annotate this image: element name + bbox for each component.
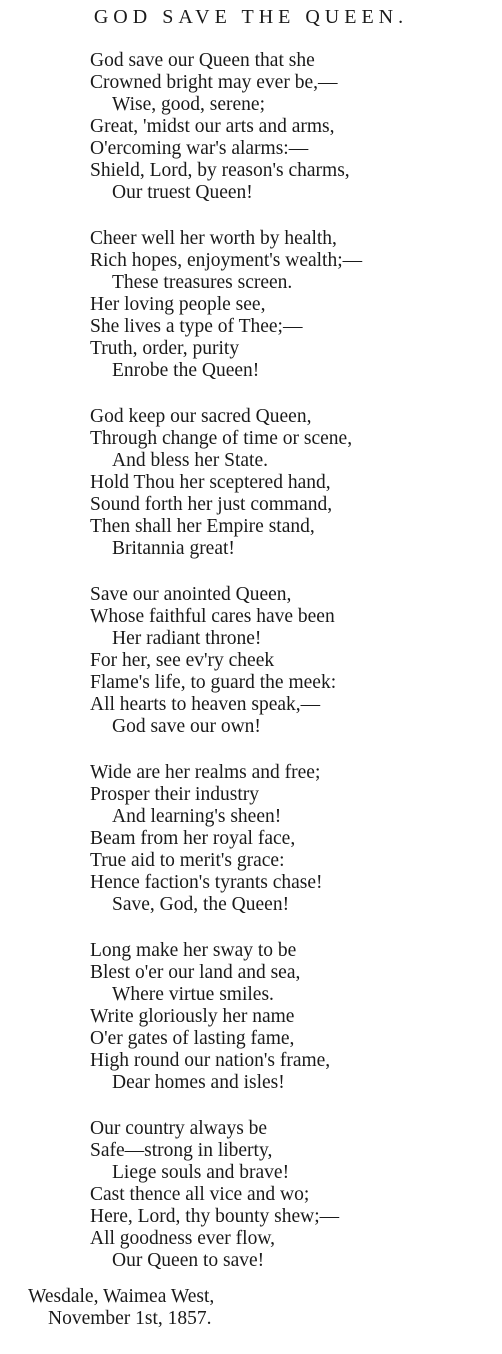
poem-line: Shield, Lord, by reason's charms,: [90, 160, 350, 181]
poem-line: Safe—strong in liberty,: [90, 1140, 273, 1161]
poem-line: Here, Lord, thy bounty shew;—: [90, 1206, 340, 1227]
stanza-3: [90, 406, 495, 560]
stanza-2: [90, 228, 495, 382]
poem-line: Enrobe the Queen!: [112, 360, 260, 381]
poem-line: Her loving people see,: [90, 294, 266, 315]
poem-line: Crowned bright may ever be,—: [90, 72, 338, 93]
poem-line: Cast thence all vice and wo;: [90, 1184, 310, 1205]
poem-line: God save our own!: [112, 716, 261, 737]
poem-line: Then shall her Empire stand,: [90, 516, 315, 537]
stanza-1: [90, 50, 495, 204]
poem-line: Beam from her royal face,: [90, 828, 296, 849]
poem-line: God keep our sacred Queen,: [90, 406, 312, 427]
poem-line: Hence faction's tyrants chase!: [90, 872, 323, 893]
poem-line: All hearts to heaven speak,—: [90, 694, 321, 715]
signoff-date: November 1st, 1857.: [48, 1308, 212, 1329]
poem-line: Through change of time or scene,: [90, 428, 353, 449]
poem-line: Rich hopes, enjoyment's wealth;—: [90, 250, 363, 271]
poem-line: True aid to merit's grace:: [90, 850, 285, 871]
poem-line: Write gloriously her name: [90, 1006, 295, 1027]
stanza-7: [90, 1118, 495, 1272]
poem-line: Dear homes and isles!: [112, 1072, 285, 1093]
poem-line: She lives a type of Thee;—: [90, 316, 303, 337]
poem-line: Long make her sway to be: [90, 940, 297, 961]
signoff: [28, 1286, 498, 1330]
poem-line: Where virtue smiles.: [112, 984, 274, 1005]
poem-line: And learning's sheen!: [112, 806, 282, 827]
poem-line: Her radiant throne!: [112, 628, 262, 649]
poem-line: God save our Queen that she: [90, 50, 315, 71]
poem-line: High round our nation's frame,: [90, 1050, 331, 1071]
poem-line: Sound forth her just command,: [90, 494, 333, 515]
poem-line: Save, God, the Queen!: [112, 894, 290, 915]
poem-line: Our Queen to save!: [112, 1250, 265, 1271]
stanza-6: [90, 940, 495, 1094]
poem-line: Cheer well her worth by health,: [90, 228, 337, 249]
poem-line: And bless her State.: [112, 450, 268, 471]
poem-line: Our truest Queen!: [112, 182, 253, 203]
stanza-4: [90, 584, 495, 738]
poem-line: These treasures screen.: [112, 272, 293, 293]
poem-line: All goodness ever flow,: [90, 1228, 276, 1249]
poem-line: Hold Thou her sceptered hand,: [90, 472, 331, 493]
stanza-5: [90, 762, 495, 916]
poem-line: Wise, good, serene;: [112, 94, 266, 115]
poem-line: O'ercoming war's alarms:—: [90, 138, 309, 159]
poem-line: Prosper their industry: [90, 784, 259, 805]
poem-line: Wide are her realms and free;: [90, 762, 321, 783]
poem-line: Britannia great!: [112, 538, 235, 559]
poem-line: For her, see ev'ry cheek: [90, 650, 275, 671]
poem-line: Liege souls and brave!: [112, 1162, 290, 1183]
poem-title: GOD SAVE THE QUEEN.: [93, 6, 409, 28]
poem-line: Great, 'midst our arts and arms,: [90, 116, 335, 137]
poem-line: Truth, order, purity: [90, 338, 240, 359]
poem-line: Whose faithful cares have been: [90, 606, 335, 627]
poem-line: Save our anointed Queen,: [90, 584, 292, 605]
poem-line: Our country always be: [90, 1118, 268, 1139]
signoff-place: Wesdale, Waimea West,: [28, 1286, 215, 1307]
poem-line: Blest o'er our land and sea,: [90, 962, 301, 983]
poem-line: O'er gates of lasting fame,: [90, 1028, 295, 1049]
poem-line: Flame's life, to guard the meek:: [90, 672, 337, 693]
